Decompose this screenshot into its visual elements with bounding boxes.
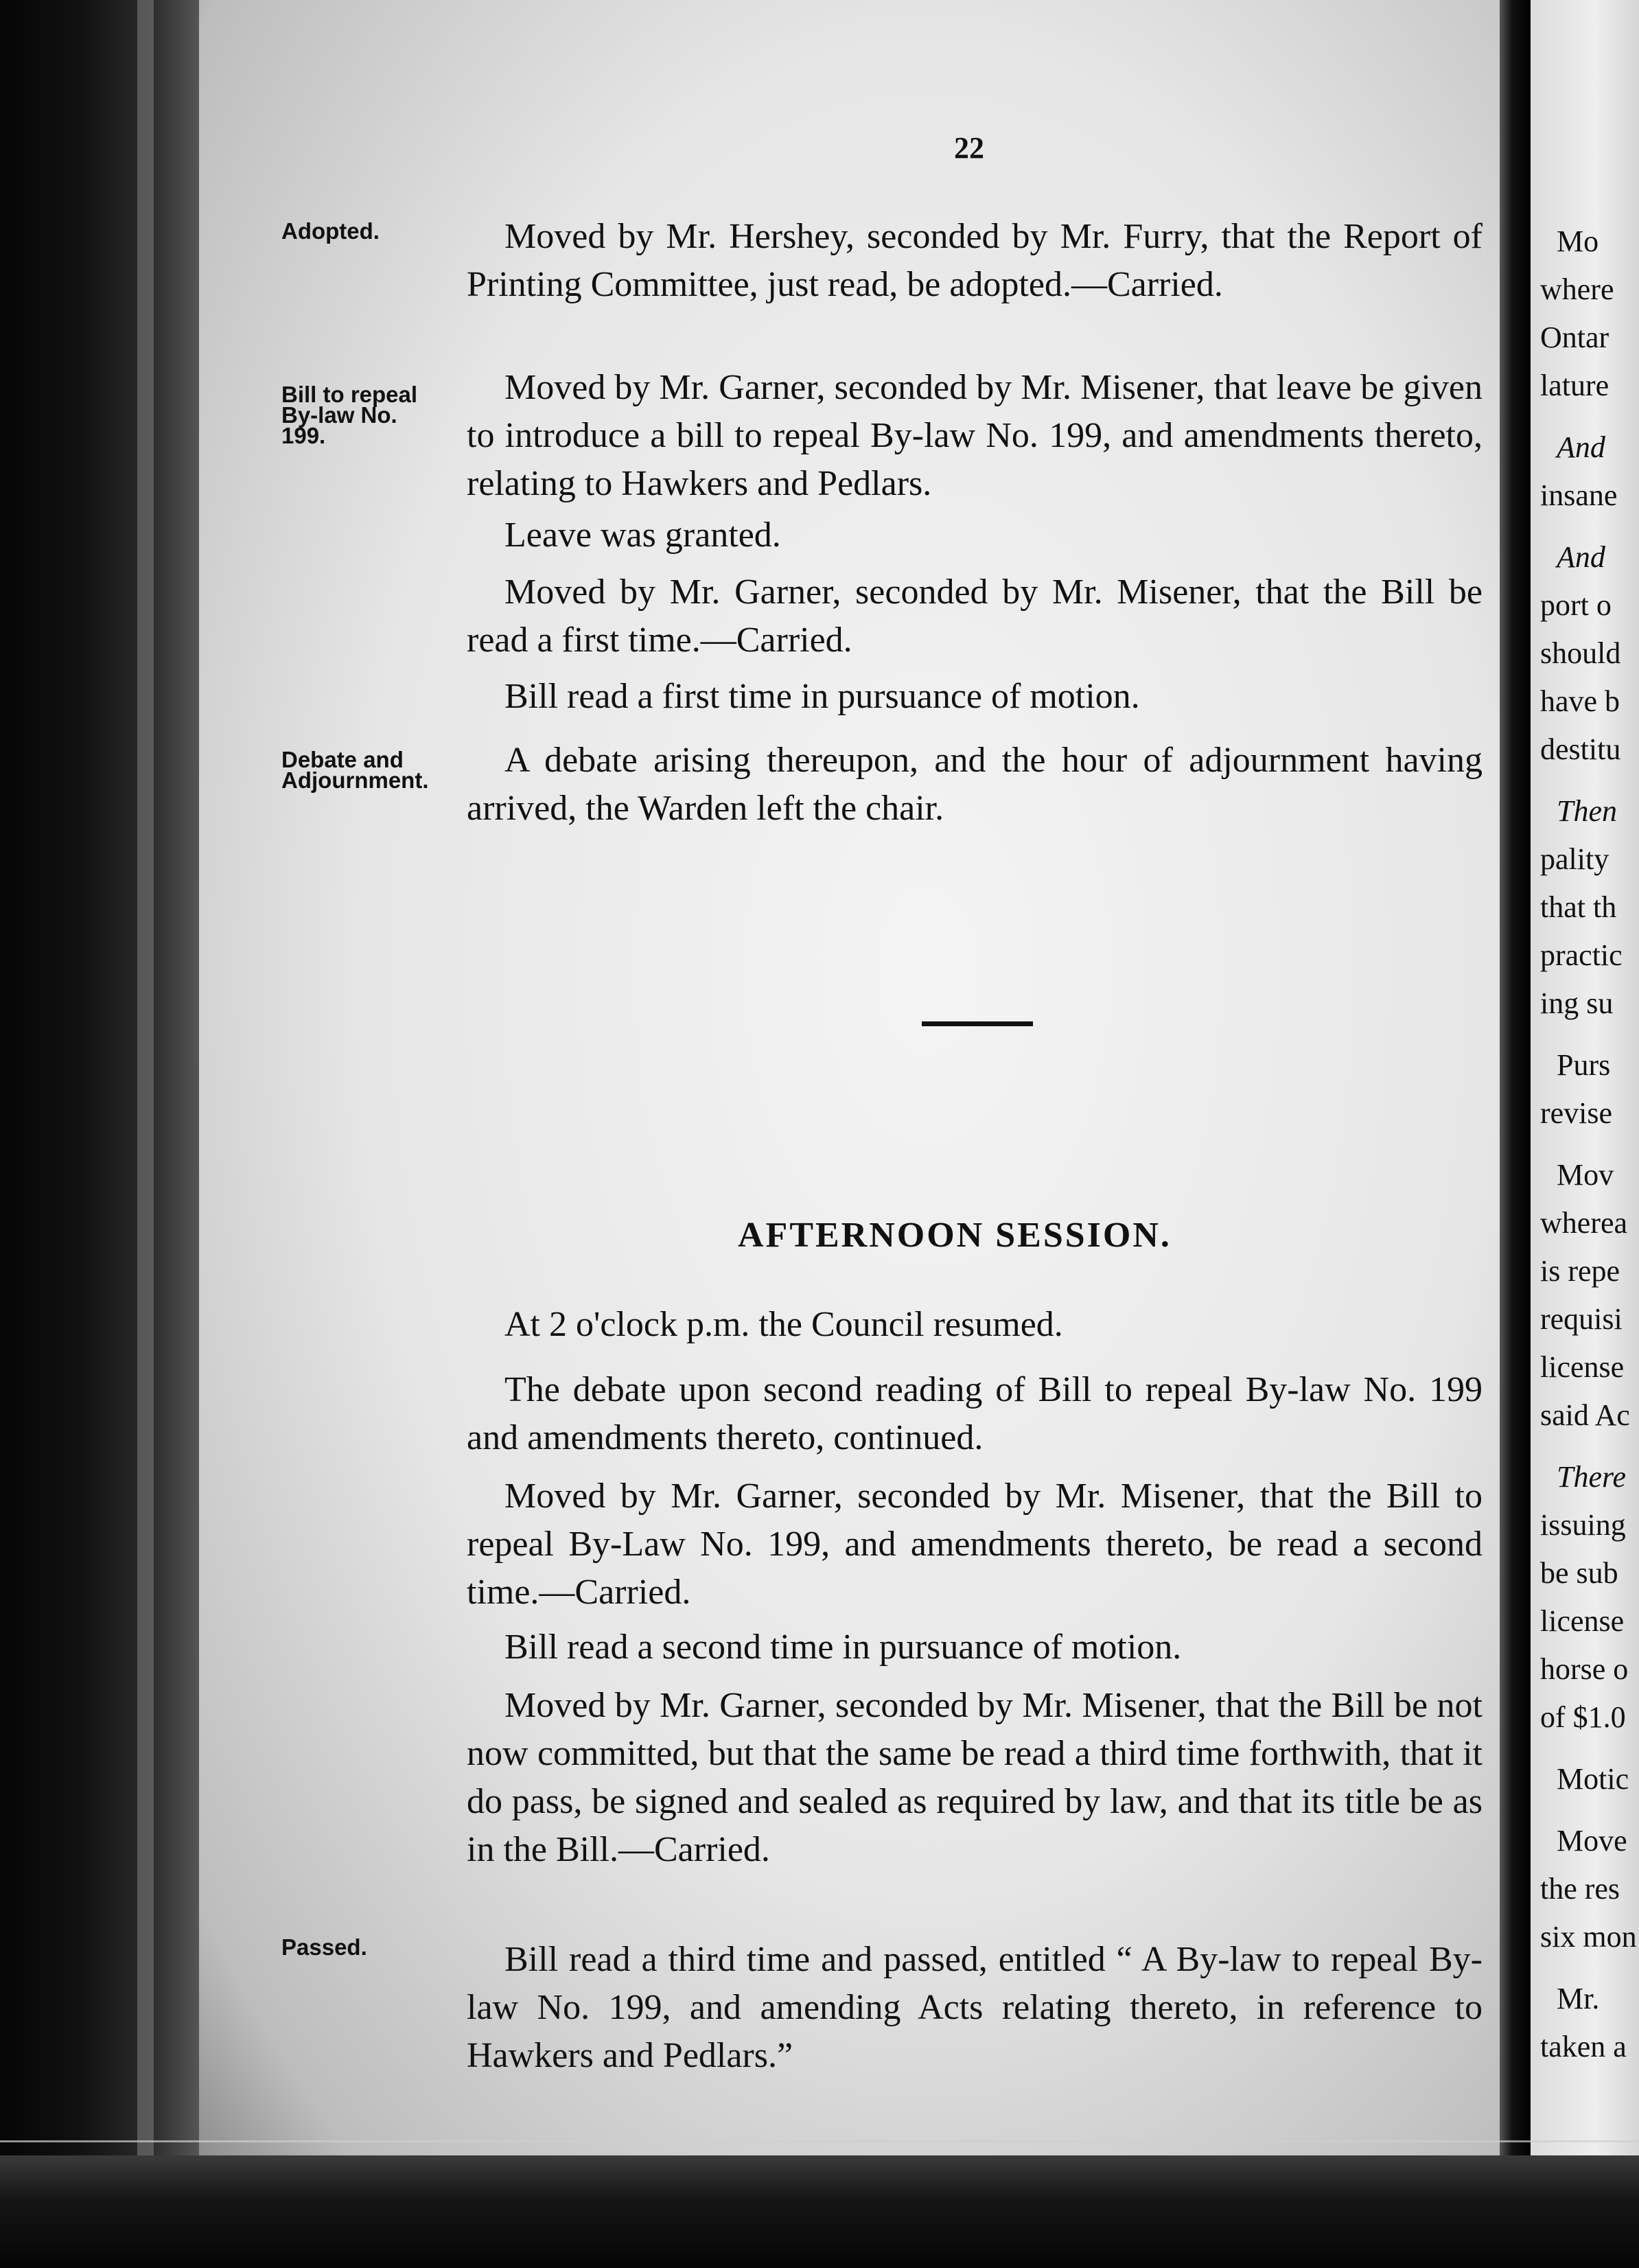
paragraph-first-reading: Bill read a first time in pursuance of motion. bbox=[504, 677, 1140, 716]
scan-edge-strip bbox=[137, 0, 154, 2268]
next-page-fragment: port o bbox=[1540, 588, 1612, 622]
next-page-fragment: taken a bbox=[1540, 2030, 1627, 2063]
paragraph-motion-second-reading: Moved by Mr. Garner, seconded by Mr. Misener, that the Bill to repeal By-Law No. 199, and amendments thereto, be read a second time.—Carried. bbox=[467, 1477, 1483, 1612]
section-heading-text: AFTERNOON SESSION. bbox=[738, 1216, 1172, 1255]
paragraph-debate-continued: The debate upon second reading of Bill to repeal By-law No. 199 and amendments thereto, continued. bbox=[467, 1370, 1483, 1457]
next-page-fragment: six mon bbox=[1540, 1920, 1637, 1954]
next-page-fragment: lature bbox=[1540, 369, 1609, 402]
next-page-fragment: is repe bbox=[1540, 1254, 1620, 1288]
next-page-fragment: And bbox=[1557, 430, 1605, 464]
next-page-fragment: Mov bbox=[1557, 1158, 1614, 1192]
next-page-fragment: the res bbox=[1540, 1872, 1620, 1906]
next-page-fragment: Then bbox=[1557, 794, 1617, 828]
margin-note-line: Adopted. bbox=[281, 218, 380, 244]
next-page-fragment: should bbox=[1540, 636, 1621, 670]
paragraph-motion-leave-bill: Moved by Mr. Garner, seconded by Mr. Misener, that leave be given to introduce a bill to repeal By-law No. 199, and amendments thereto, relating to Hawkers and Pedlars. bbox=[467, 368, 1483, 503]
margin-note-line: 199. bbox=[281, 423, 326, 448]
next-page-fragment: issuing bbox=[1540, 1508, 1626, 1542]
next-page-fragment: insane bbox=[1540, 478, 1618, 512]
next-page-fragment: Mr. bbox=[1557, 1982, 1600, 2015]
next-page-fragment: And bbox=[1557, 540, 1605, 574]
scan-left-border bbox=[0, 0, 199, 2268]
scan-bottom-border bbox=[0, 2155, 1639, 2268]
next-page-fragment: Purs bbox=[1557, 1048, 1611, 1082]
paragraph-motion-printing-report: Moved by Mr. Hershey, seconded by Mr. Furry, that the Report of Printing Committee, just read, be adopted.—Carried. bbox=[467, 217, 1483, 304]
margin-note-adopted bbox=[281, 218, 474, 244]
next-page-edge bbox=[1531, 0, 1639, 2155]
next-page-fragment: wherea bbox=[1540, 1206, 1628, 1240]
margin-note-passed bbox=[281, 1934, 474, 1960]
paragraph-debate-adjournment: A debate arising thereupon, and the hour of adjournment having arrived, the Warden left the chair. bbox=[467, 741, 1483, 828]
next-page-fragment: of $1.0 bbox=[1540, 1700, 1626, 1734]
paragraph-leave-granted: Leave was granted. bbox=[504, 516, 781, 555]
next-page-fragment: pality bbox=[1540, 842, 1609, 876]
next-page-fragment: license bbox=[1540, 1604, 1625, 1638]
next-page-fragment: where bbox=[1540, 273, 1614, 306]
next-page-fragment: practic bbox=[1540, 938, 1623, 972]
next-page-fragment: horse o bbox=[1540, 1652, 1629, 1686]
paragraph-second-reading: Bill read a second time in pursuance of motion. bbox=[504, 1628, 1182, 1667]
margin-note-debate-adjournment bbox=[281, 747, 474, 793]
book-gutter bbox=[1500, 0, 1531, 2268]
next-page-fragment: There bbox=[1557, 1460, 1627, 1494]
next-page-fragment: that th bbox=[1540, 890, 1617, 924]
paragraph-motion-third-reading: Moved by Mr. Garner, seconded by Mr. Misener, that the Bill be not now committed, but that the same be read a third time forthwith, that it do pass, be signed and sealed as required by law, and that its title be as in the Bill.—Carried. bbox=[467, 1686, 1483, 1869]
next-page-fragment: be sub bbox=[1540, 1556, 1618, 1590]
next-page-fragment: have b bbox=[1540, 684, 1620, 718]
next-page-fragment: revise bbox=[1540, 1096, 1613, 1130]
next-page-fragment: destitu bbox=[1540, 732, 1621, 766]
section-divider bbox=[922, 1021, 1033, 1026]
margin-note-line: By-law No. bbox=[281, 402, 397, 428]
next-page-fragment: Motic bbox=[1557, 1762, 1629, 1796]
margin-note-bill-to-repeal bbox=[281, 384, 474, 446]
margin-note-line: Debate and bbox=[281, 747, 404, 772]
next-page-fragment: ing su bbox=[1540, 986, 1614, 1020]
next-page-fragment: Ontar bbox=[1540, 321, 1609, 354]
paragraph-bill-passed: Bill read a third time and passed, entitled “ A By-law to repeal By-law No. 199, and amending Acts relating thereto, in reference to Hawkers and Pedlars.” bbox=[467, 1940, 1483, 2075]
next-page-fragment: Move bbox=[1557, 1824, 1627, 1858]
margin-note-line: Adjournment. bbox=[281, 767, 429, 793]
margin-note-line: Bill to repeal bbox=[281, 382, 418, 407]
next-page-fragment: said Ac bbox=[1540, 1398, 1630, 1432]
next-page-fragment: requisi bbox=[1540, 1302, 1623, 1336]
margin-note-line: Passed. bbox=[281, 1934, 367, 1960]
next-page-fragment: Mo bbox=[1557, 224, 1599, 258]
paragraph-council-resumed: At 2 o'clock p.m. the Council resumed. bbox=[504, 1305, 1063, 1344]
page-number: 22 bbox=[954, 131, 984, 165]
scan-bottom-line bbox=[0, 2140, 1639, 2142]
paragraph-motion-first-reading: Moved by Mr. Garner, seconded by Mr. Misener, that the Bill be read a first time.—Carried. bbox=[467, 572, 1483, 660]
next-page-fragment: license bbox=[1540, 1350, 1625, 1384]
